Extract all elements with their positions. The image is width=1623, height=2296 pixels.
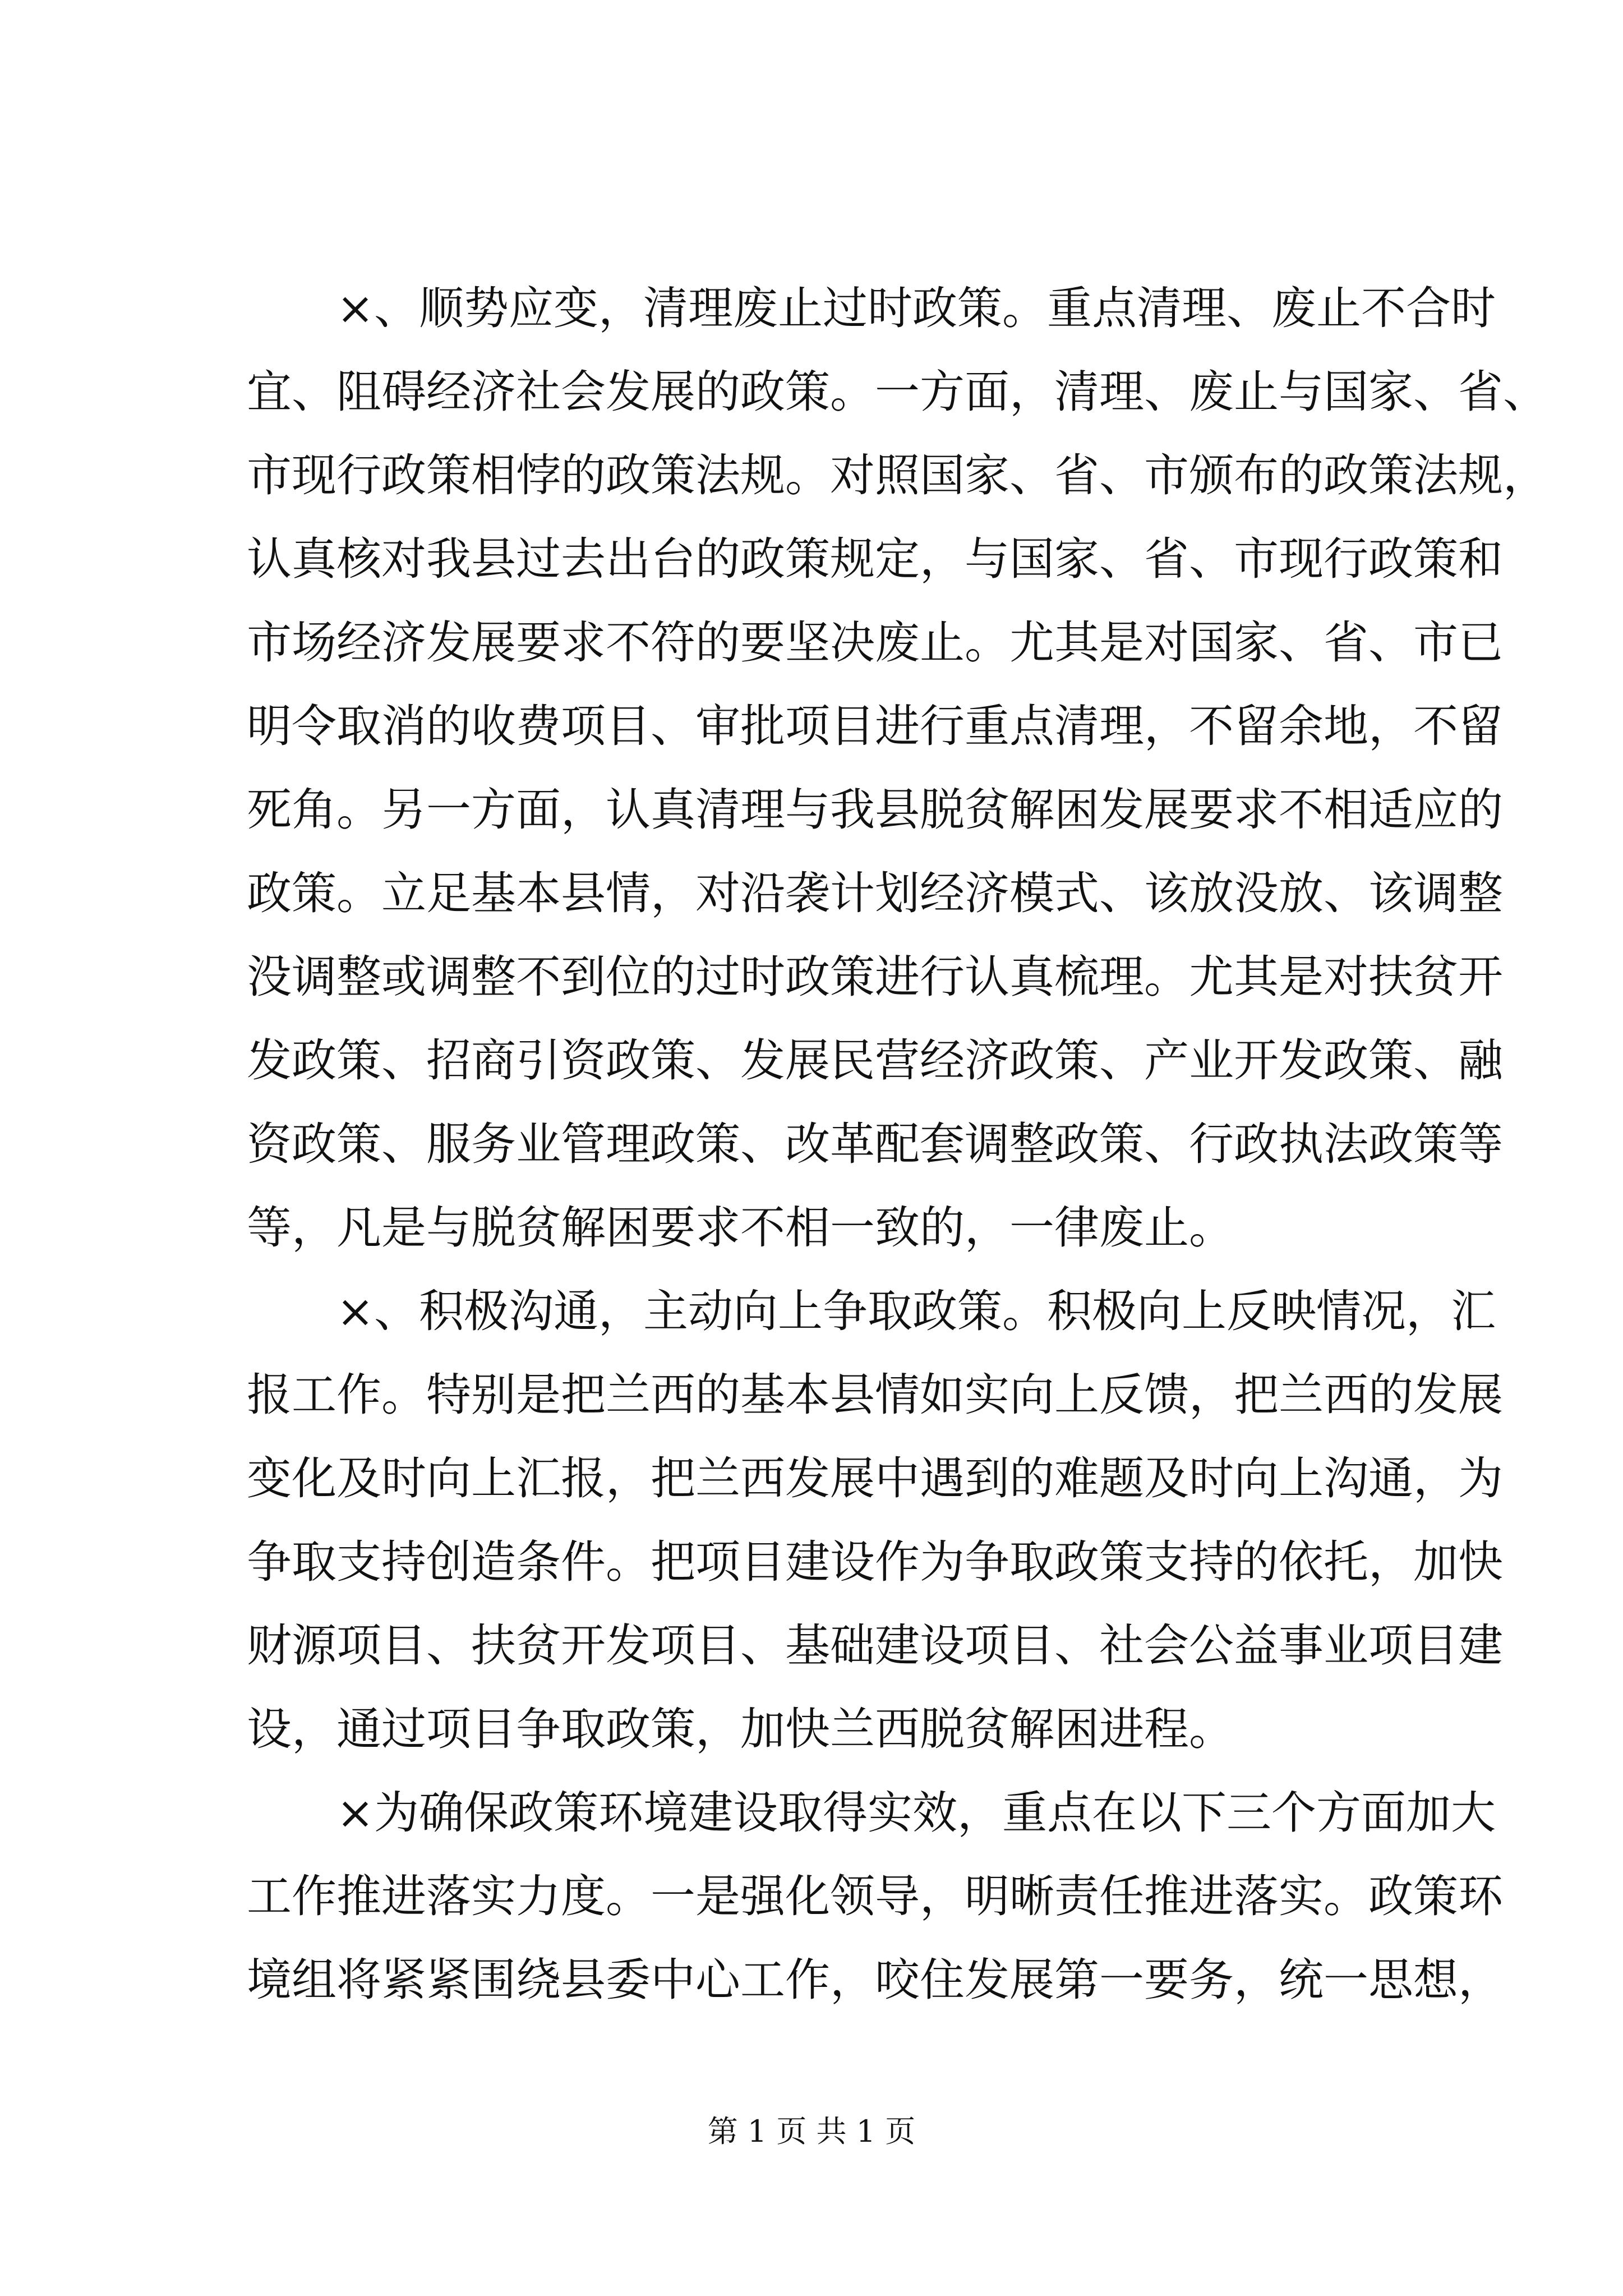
paragraph-1-line: 没调整或调整不到位的过时政策进行认真梳理。尤其是对扶贫开 — [247, 951, 1503, 1003]
document-body — [247, 266, 1548, 2022]
paragraph-2-line: 设，通过项目争取政策，加快兰西脱贫解困进程。 — [247, 1703, 1234, 1755]
paragraph-1-line: 市现行政策相悖的政策法规。对照国家、省、市颁布的政策法规， — [247, 449, 1548, 501]
paragraph-2-line: ×、积极沟通，主动向上争取政策。积极向上反映情况，汇 — [336, 1285, 1496, 1337]
paragraph-2-line: 变化及时向上汇报，把兰西发展中遇到的难题及时向上沟通，为 — [247, 1452, 1503, 1504]
paragraph-1-line: 政策。立足基本县情，对沿袭计划经济模式、该放没放、该调整 — [247, 867, 1503, 919]
paragraph-2-line: 报工作。特别是把兰西的基本县情如实向上反馈，把兰西的发展 — [247, 1369, 1503, 1421]
paragraph-1-line: 市场经济发展要求不符的要坚决废止。尤其是对国家、省、市已 — [247, 616, 1503, 669]
paragraph-1-line: 发政策、招商引资政策、发展民营经济政策、产业开发政策、融 — [247, 1034, 1503, 1087]
paragraph-1-line: 等，凡是与脱贫解困要求不相一致的，一律废止。 — [247, 1202, 1234, 1254]
page-number-footer: 第 1 页 共 1 页 — [707, 2114, 916, 2149]
paragraph-1-line: 资政策、服务业管理政策、改革配套调整政策、行政执法政策等 — [247, 1118, 1503, 1170]
paragraph-3-line: 境组将紧紧围绕县委中心工作，咬住发展第一要务，统一思想， — [247, 1954, 1503, 2006]
paragraph-1-line: 认真核对我县过去出台的政策规定，与国家、省、市现行政策和 — [247, 533, 1503, 585]
paragraph-2-line: 财源项目、扶贫开发项目、基础建设项目、社会公益事业项目建 — [247, 1619, 1503, 1672]
paragraph-2-line: 争取支持创造条件。把项目建设作为争取政策支持的依托，加快 — [247, 1536, 1503, 1588]
paragraph-1-line: 明令取消的收费项目、审批项目进行重点清理，不留余地，不留 — [247, 700, 1503, 752]
paragraph-3-line: 工作推进落实力度。一是强化领导，明晰责任推进落实。政策环 — [247, 1870, 1503, 1922]
paragraph-1-line: ×、顺势应变，清理废止过时政策。重点清理、废止不合时 — [336, 282, 1496, 334]
paragraph-3-line: ×为确保政策环境建设取得实效，重点在以下三个方面加大 — [336, 1787, 1496, 1839]
paragraph-1-line: 宜、阻碍经济社会发展的政策。一方面，清理、废止与国家、省、 — [247, 366, 1548, 418]
paragraph-1-line: 死角。另一方面，认真清理与我县脱贫解困发展要求不相适应的 — [247, 784, 1503, 836]
